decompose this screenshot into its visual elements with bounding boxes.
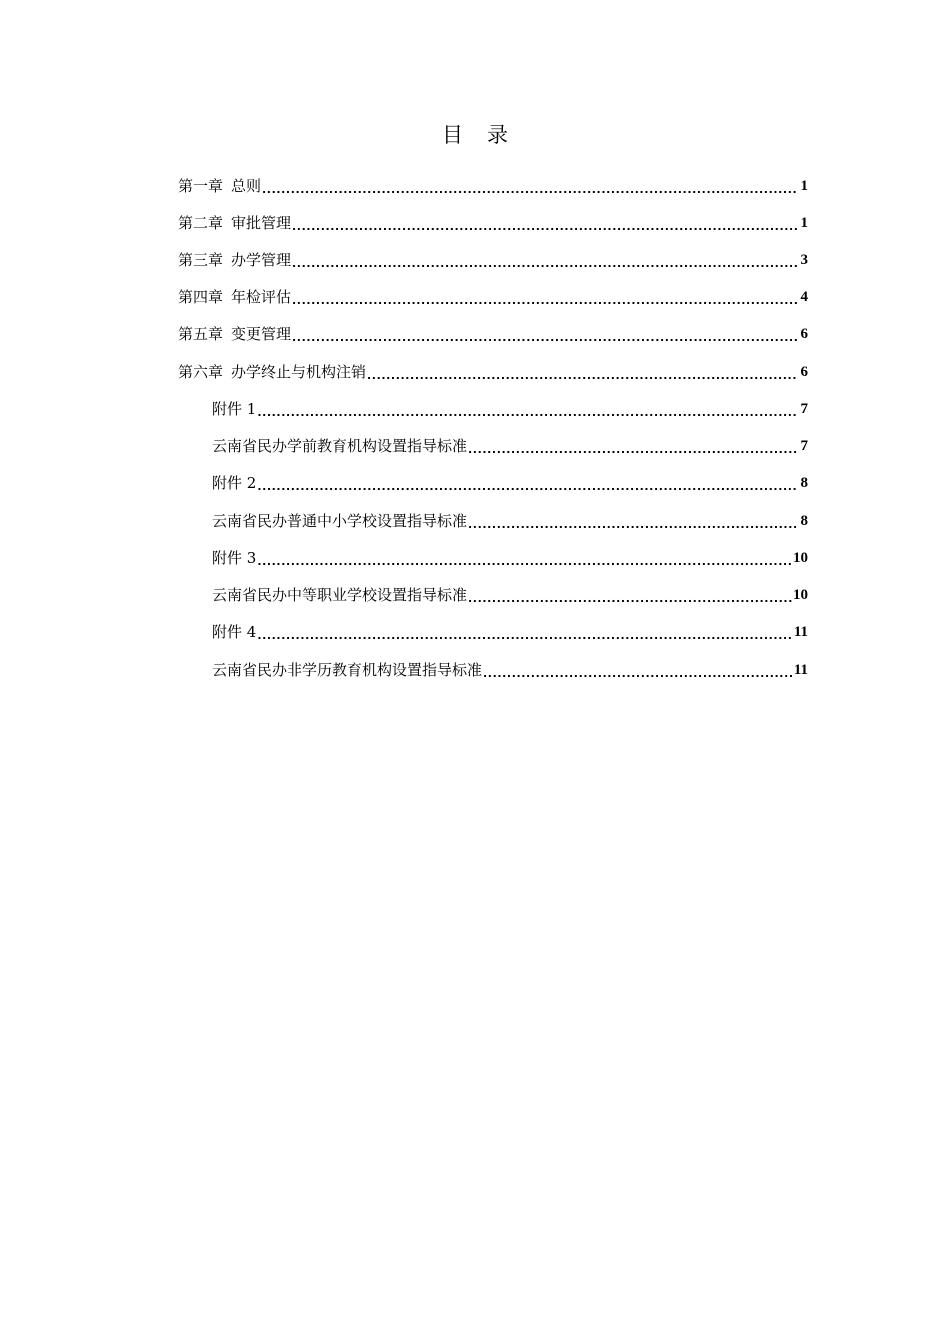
dot-leader: [257, 397, 797, 421]
toc-entry-title: 办学终止与机构注销: [231, 363, 367, 381]
toc-entry-chapter-6[interactable]: [178, 360, 808, 384]
toc-entry-title: 办学管理: [231, 251, 292, 269]
dot-leader: [367, 360, 797, 384]
toc-page-number: 6: [800, 326, 808, 342]
toc-page-number: 10: [793, 550, 808, 566]
toc-entry-appendix-2-title[interactable]: [212, 509, 808, 533]
toc-entry-title: 云南省民办非学历教育机构设置指导标准: [212, 661, 483, 679]
toc-entry-chapter-2[interactable]: [178, 211, 808, 235]
dot-leader: [292, 322, 797, 346]
toc-entry-title: 云南省民办学前教育机构设置指导标准: [212, 437, 468, 455]
toc-entry-title: 附件 2: [212, 474, 257, 492]
toc-page-number: 7: [800, 438, 808, 454]
dot-leader: [483, 658, 793, 682]
toc-entry-title: 附件 1: [212, 400, 257, 418]
toc-page-number: 6: [800, 364, 808, 380]
dot-leader: [257, 546, 792, 570]
toc-entry-title: 审批管理: [231, 214, 292, 232]
toc-entry-title: 云南省民办中等职业学校设置指导标准: [212, 586, 468, 604]
toc-title-part-1: 目: [442, 123, 463, 147]
dot-leader: [468, 509, 797, 533]
toc-entry-title: 附件 3: [212, 549, 257, 567]
toc-entry-chapter-5[interactable]: [178, 322, 808, 346]
dot-leader: [257, 471, 797, 495]
dot-leader: [292, 285, 797, 309]
toc-entry-title: 总则: [231, 177, 262, 195]
toc-entry-title: 变更管理: [231, 325, 292, 343]
toc-page-number: 3: [800, 252, 808, 268]
dot-leader: [292, 211, 797, 235]
toc-entry-title: 云南省民办普通中小学校设置指导标准: [212, 512, 468, 530]
toc-title-part-2: 录: [487, 123, 508, 147]
toc-entry-appendix-3[interactable]: [212, 546, 808, 570]
toc-page-number: 11: [793, 662, 808, 678]
toc-page-number: 7: [800, 401, 808, 417]
toc-entry-appendix-2[interactable]: [212, 471, 808, 495]
toc-page-number: 11: [793, 624, 808, 640]
toc-page-number: 4: [800, 289, 808, 305]
toc-chapter-number: 第四章: [178, 288, 224, 306]
toc-entry-title: 附件 4: [212, 623, 257, 641]
toc-page-number: 1: [800, 215, 808, 231]
dot-leader: [468, 583, 792, 607]
toc-chapter-number: 第二章: [178, 214, 224, 232]
dot-leader: [257, 620, 793, 644]
toc-entry-appendix-3-title[interactable]: [212, 583, 808, 607]
dot-leader: [468, 434, 797, 458]
dot-leader: [292, 248, 797, 272]
toc-entry-appendix-1-title[interactable]: [212, 434, 808, 458]
dot-leader: [262, 174, 797, 198]
toc-chapter-number: 第六章: [178, 363, 224, 381]
toc-entry-title: 年检评估: [231, 288, 292, 306]
toc-entry-appendix-1[interactable]: [212, 397, 808, 421]
toc-entry-appendix-4-title[interactable]: [212, 658, 808, 682]
toc-page-number: 8: [800, 475, 808, 491]
toc-page-number: 1: [800, 178, 808, 194]
toc-entry-chapter-1[interactable]: [178, 174, 808, 198]
toc-page-number: 10: [793, 587, 808, 603]
toc-chapter-number: 第五章: [178, 325, 224, 343]
toc-entry-chapter-3[interactable]: [178, 248, 808, 272]
toc-chapter-number: 第三章: [178, 251, 224, 269]
toc-chapter-number: 第一章: [178, 177, 224, 195]
toc-entry-chapter-4[interactable]: [178, 285, 808, 309]
toc-entry-appendix-4[interactable]: [212, 620, 808, 644]
toc-page-number: 8: [800, 513, 808, 529]
toc-title: [0, 120, 950, 150]
